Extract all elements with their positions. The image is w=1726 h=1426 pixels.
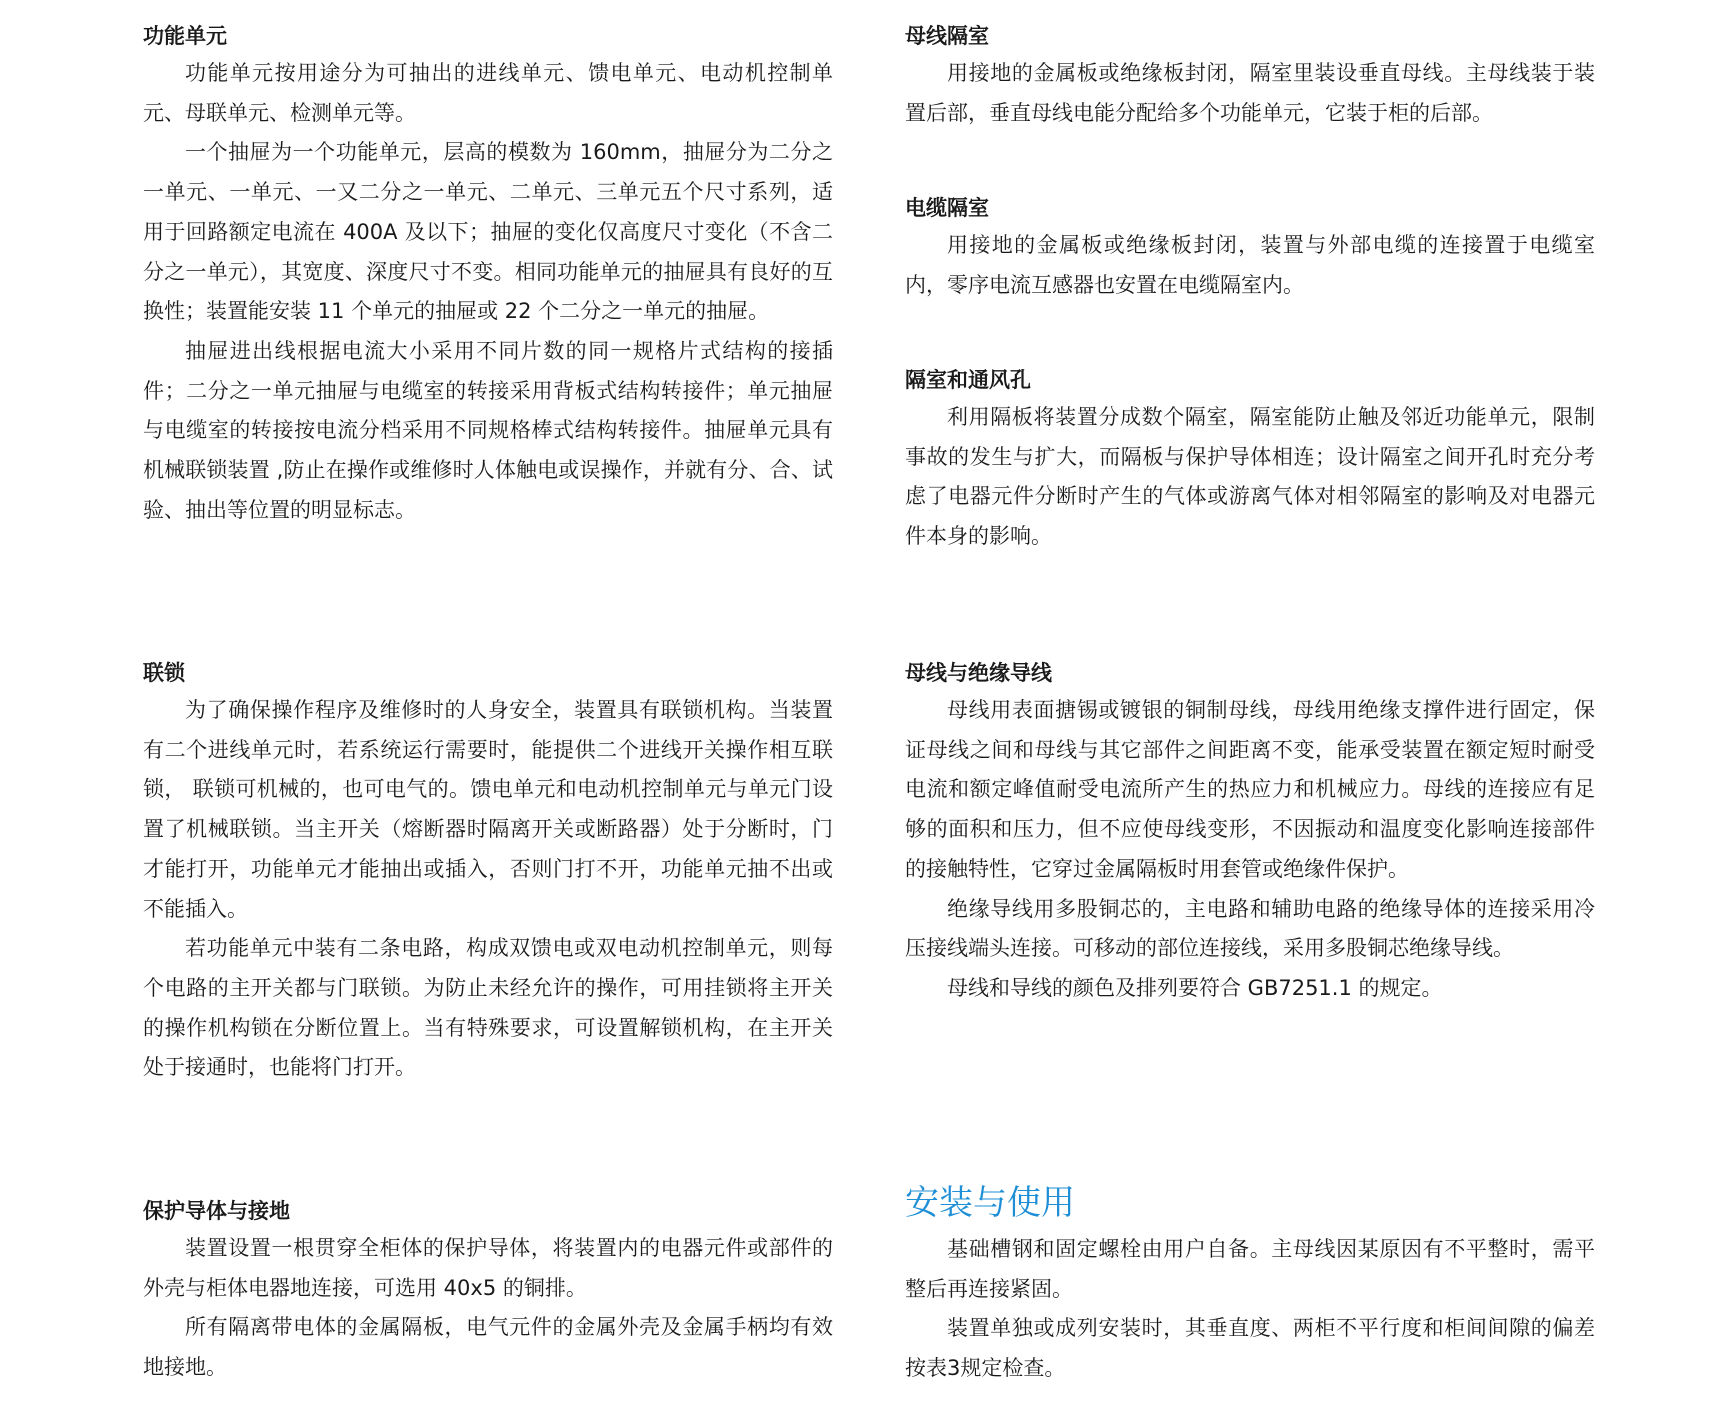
section-heading: 母线隔室 <box>905 24 989 48</box>
paragraph: 用接地的金属板或绝缘板封闭，装置与外部电缆的连接置于电缆室内，零序电流互感器也安置在电缆隔室内。 <box>905 233 1595 297</box>
section-heading: 保护导体与接地 <box>143 1199 290 1223</box>
section-cable-compartment <box>905 190 1595 305</box>
section-busbar-compartment <box>905 18 1595 133</box>
section-heading: 电缆隔室 <box>905 196 989 220</box>
section-protective-conductor <box>143 1193 833 1388</box>
chapter-heading: 安装与使用 <box>905 1183 1075 1223</box>
paragraph: 用接地的金属板或绝缘板封闭，隔室里装设垂直母线。主母线装于装置后部，垂直母线电能分配给多个功能单元，它装于柜的后部。 <box>905 61 1595 125</box>
section-installation-use <box>905 1176 1595 1389</box>
paragraph: 功能单元按用途分为可抽出的进线单元、馈电单元、电动机控制单元、母联单元、检测单元等。 <box>143 61 833 125</box>
section-interlock <box>143 655 833 1088</box>
paragraph: 母线和导线的颜色及排列要符合 GB7251.1 的规定。 <box>947 975 1443 1000</box>
paragraph: 装置单独或成列安装时，其垂直度、两柜不平行度和柜间间隙的偏差按表3规定检查。 <box>905 1316 1595 1381</box>
section-heading: 隔室和通风孔 <box>905 368 1031 392</box>
section-heading: 母线与绝缘导线 <box>905 661 1052 685</box>
paragraph: 利用隔板将装置分成数个隔室，隔室能防止触及邻近功能单元，限制事故的发生与扩大，而隔板与保护导体相连；设计隔室之间开孔时充分考虑了电器元件分断时产生的气体或游离气体对相邻隔室的影响及对电器元件本身的影响。 <box>905 405 1595 549</box>
section-functional-units <box>143 18 833 530</box>
section-heading: 功能单元 <box>143 24 227 48</box>
paragraph: 装置设置一根贯穿全柜体的保护导体，将装置内的电器元件或部件的外壳与柜体电器地连接，可选用 40x5 的铜排。 <box>143 1236 833 1300</box>
paragraph: 一个抽屉为一个功能单元，层高的模数为 160mm，抽屉分为二分之一单元、一单元、一又二分之一单元、二单元、三单元五个尺寸系列，适用于回路额定电流在 400A 及以下；抽屉的变化仅高度尺寸变化（不含二分之一单元），其宽度、深度尺寸不变。相同功能单元的抽屉具有良好的互换性；装置能安装 11 个单元的抽屉或 22 个二分之一单元的抽屉。 <box>143 140 833 324</box>
paragraph: 母线用表面搪锡或镀银的铜制母线，母线用绝缘支撑件进行固定，保证母线之间和母线与其它部件之间距离不变，能承受装置在额定短时耐受电流和额定峰值耐受电流所产生的热应力和机械应力。母线的连接应有足够的面积和压力，但不应使母线变形，不因振动和温度变化影响连接部件的接触特性，它穿过金属隔板时用套管或绝缘件保护。 <box>905 698 1595 881</box>
section-busbars-wires <box>905 655 1595 1009</box>
section-heading: 联锁 <box>143 661 185 685</box>
paragraph: 所有隔离带电体的金属隔板，电气元件的金属外壳及金属手柄均有效地接地。 <box>143 1315 833 1380</box>
paragraph: 绝缘导线用多股铜芯的，主电路和辅助电路的绝缘导体的连接采用冷压接线端头连接。可移动的部位连接线，采用多股铜芯绝缘导线。 <box>905 896 1595 961</box>
paragraph: 若功能单元中装有二条电路，构成双馈电或双电动机控制单元，则每个电路的主开关都与门联锁。为防止未经允许的操作，可用挂锁将主开关的操作机构锁在分断位置上。当有特殊要求，可设置解锁机构，在主开关处于接通时，也能将门打开。 <box>143 936 833 1080</box>
paragraph: 基础槽钢和固定螺栓由用户自备。主母线因某原因有不平整时，需平整后再连接紧固。 <box>905 1237 1595 1301</box>
paragraph: 抽屉进出线根据电流大小采用不同片数的同一规格片式结构的接插件；二分之一单元抽屉与电缆室的转接采用背板式结构转接件；单元抽屉与电缆室的转接按电流分档采用不同规格棒式结构转接件。抽屉单元具有机械联锁装置 ,防止在操作或维修时人体触电或误操作，并就有分、合、试验、抽出等位置的明显标志。 <box>143 338 833 522</box>
section-compartments-vents <box>905 362 1595 557</box>
paragraph: 为了确保操作程序及维修时的人身安全，装置具有联锁机构。当装置有二个进线单元时，若系统运行需要时，能提供二个进线开关操作相互联锁， 联锁可机械的，也可电气的。馈电单元和电动机控制单元与单元门设置了机械联锁。当主开关（熔断器时隔离开关或断路器）处于分断时，门才能打开，功能单元才能抽出或插入，否则门打不开，功能单元抽不出或不能插入。 <box>143 698 833 921</box>
